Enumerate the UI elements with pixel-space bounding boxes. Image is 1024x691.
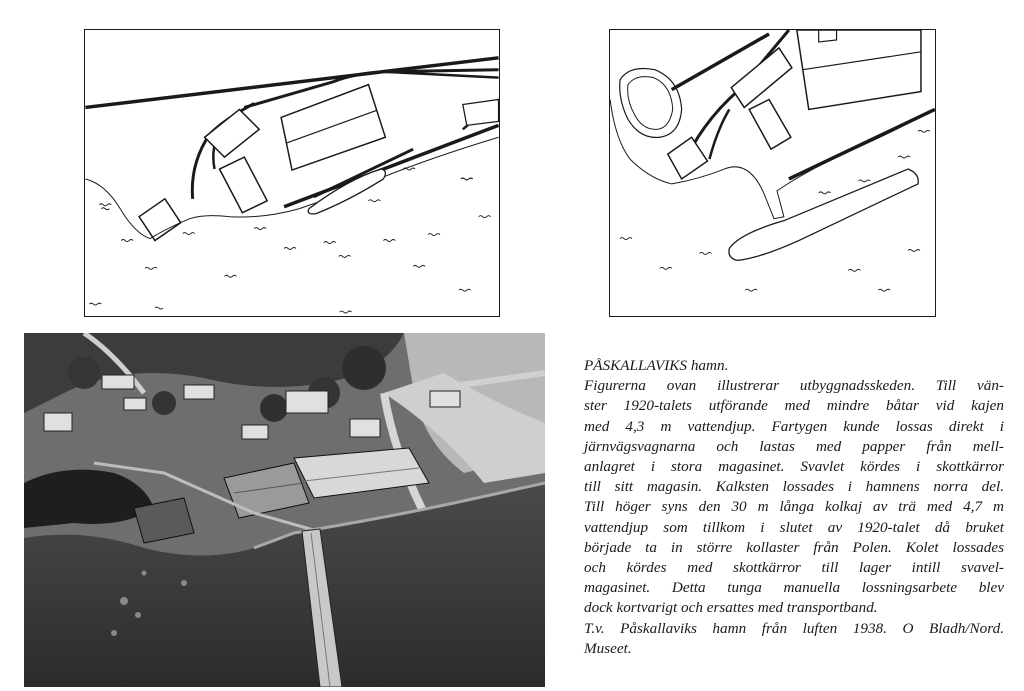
caption-line: började ta in större kollaster från Polen. Kolet lossades	[584, 538, 1004, 556]
aerial-photo-harbour	[24, 333, 545, 687]
caption-title: PÅSKALLAVIKS hamn.	[584, 357, 729, 374]
harbour-plan-late-1920s	[609, 29, 936, 317]
caption-line: Figurerna ovan illustrerar utbyggnadsskeden. Till vän-	[584, 377, 1004, 395]
figure-caption	[584, 356, 1004, 659]
aerial-photo-harbour-drawing	[24, 333, 545, 687]
caption-line: till sitt magasin. Kalksten lossades i hamnens norra del.	[584, 478, 1004, 496]
caption-line: vattendjup som tillkom i slutet av 1920-talet då bruket	[584, 518, 1004, 536]
harbour-plan-late-1920s-drawing	[610, 30, 935, 316]
caption-credit: T.v. Påskallaviks hamn från luften 1938. O Bladh/Nord.	[584, 619, 1004, 637]
caption-line: magasinet. Detta tunga manuella lossningsarbete blev	[584, 579, 1004, 597]
caption-line: Till höger syns den 30 m långa kolkaj av trä med 4,7 m	[584, 498, 1004, 516]
caption-credit: Museet.	[584, 639, 632, 657]
caption-line: dock kortvarigt och ersattes med transportband.	[584, 599, 878, 617]
caption-line: och kördes med skottkärror till lager intill svavel-	[584, 559, 1004, 577]
caption-line: ster 1920-talets utförande med mindre båtar vid kajen	[584, 397, 1004, 415]
caption-line: järnvägsvagnarna och lastas med papper från mell-	[584, 437, 1004, 455]
harbour-plan-1920s	[84, 29, 500, 317]
harbour-plan-1920s-drawing	[85, 30, 499, 316]
caption-line: anlagret i stora magasinet. Svavlet kördes i skottkärror	[584, 458, 1004, 476]
caption-line: med 4,3 m vattendjup. Fartygen kunde lossas direkt i	[584, 417, 1004, 435]
